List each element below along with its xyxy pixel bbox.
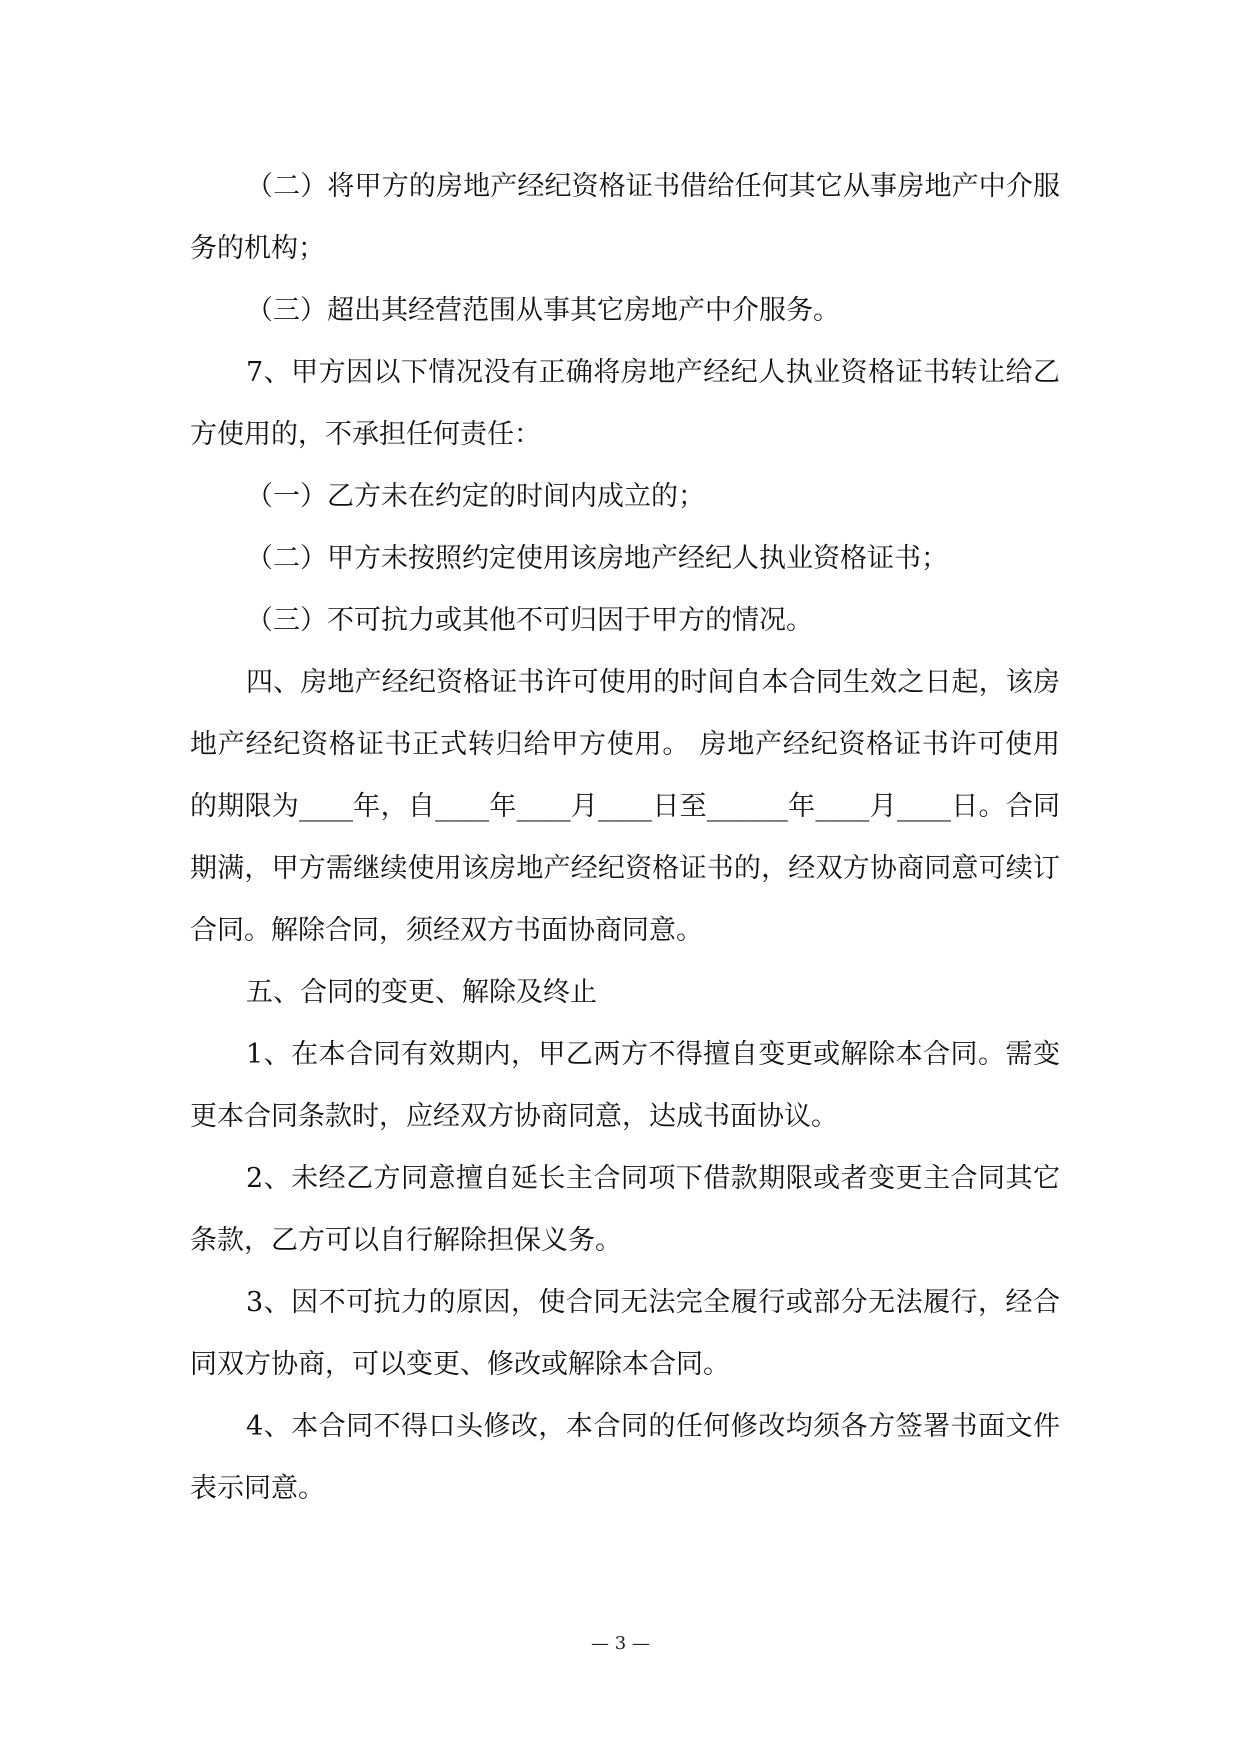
- paragraph-section-5-item-1: 1、在本合同有效期内，甲乙两方不得擅自变更或解除本合同。需变更本合同条款时，应经双方协商同意，达成书面协议。: [190, 1039, 1060, 1132]
- paragraph-clause-2: （二）将甲方的房地产经纪资格证书借给任何其它从事房地产中介服务的机构；: [190, 171, 1060, 264]
- paragraph-item-7-sub-1: （一）乙方未在约定的时间内成立的；: [246, 481, 705, 512]
- paragraph-item-7: 7、甲方因以下情况没有正确将房地产经纪人执业资格证书转让给乙方使用的，不承担任何责任：: [190, 357, 1060, 450]
- paragraph-section-5-item-3: 3、因不可抗力的原因，使合同无法完全履行或部分无法履行，经合同双方协商，可以变更、修改或解除本合同。: [190, 1287, 1060, 1380]
- section-heading-5: 五、合同的变更、解除及终止: [246, 977, 597, 1008]
- paragraph-section-5-item-2: 2、未经乙方同意擅自延长主合同项下借款期限或者变更主合同其它条款，乙方可以自行解除担保义务。: [190, 1163, 1060, 1256]
- paragraph-section-4: 四、房地产经纪资格证书许可使用的时间自本合同生效之日起，该房地产经纪资格证书正式转归给甲方使用。 房地产经纪资格证书许可使用的期限为____年，自____年____月____日至______年____月____日。合同期满，甲方需继续使用该房地产经纪资格证书的，经双方协商同意可续订合同。解除合同，须经双方书面协商同意。: [190, 667, 1060, 946]
- paragraph-clause-3: （三）超出其经营范围从事其它房地产中介服务。: [246, 295, 840, 326]
- paragraph-item-7-sub-2: （二）甲方未按照约定使用该房地产经纪人执业资格证书；: [246, 543, 948, 574]
- page-number: — 3 —: [591, 1633, 650, 1654]
- document-body: [190, 156, 1060, 1520]
- paragraph-item-7-sub-3: （三）不可抗力或其他不可归因于甲方的情况。: [246, 605, 813, 636]
- paragraph-section-5-item-4: 4、本合同不得口头修改，本合同的任何修改均须各方签署书面文件表示同意。: [190, 1411, 1060, 1504]
